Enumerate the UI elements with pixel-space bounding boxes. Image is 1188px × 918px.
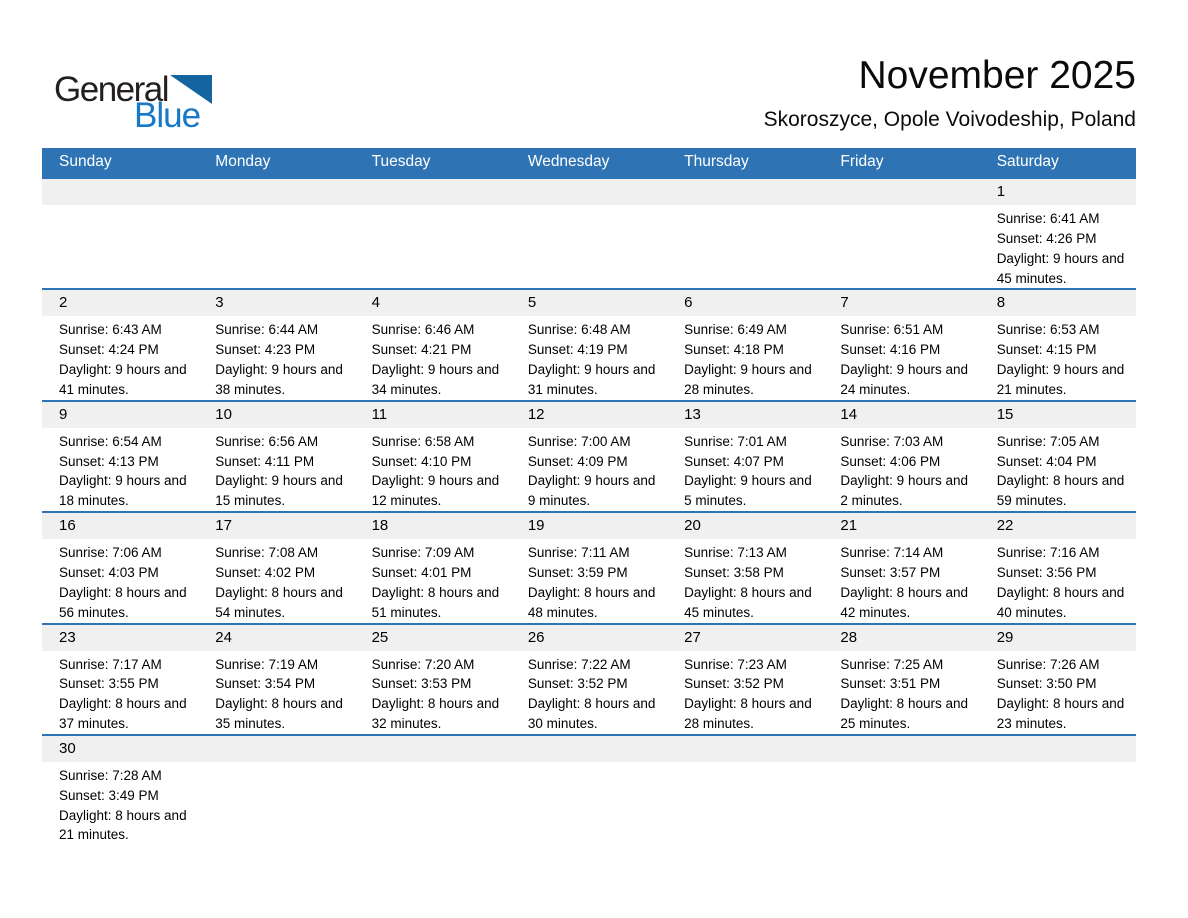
sunset-text: Sunset: 3:59 PM bbox=[527, 564, 628, 580]
sunrise-text: Sunrise: 6:53 AM bbox=[996, 322, 1100, 338]
weekday-header: Saturday bbox=[980, 148, 1136, 178]
day-cell bbox=[355, 624, 511, 735]
sunset-text: Sunset: 3:51 PM bbox=[840, 676, 941, 692]
day-cell bbox=[823, 401, 979, 512]
sunset-text: Sunset: 3:50 PM bbox=[996, 676, 1097, 692]
sunset-text: Sunset: 4:26 PM bbox=[996, 230, 1097, 246]
day-cell bbox=[42, 624, 198, 735]
empty-day-cell bbox=[823, 735, 979, 845]
day-number: 24 bbox=[198, 625, 354, 651]
day-cell bbox=[198, 512, 354, 623]
daylight-text: Daylight: 8 hours and 28 minutes. bbox=[684, 696, 812, 732]
day-number bbox=[511, 179, 667, 205]
day-number bbox=[198, 736, 354, 762]
day-details bbox=[511, 428, 667, 511]
empty-day-cell bbox=[42, 178, 198, 289]
daylight-text: Daylight: 9 hours and 31 minutes. bbox=[527, 362, 656, 397]
daylight-text: Daylight: 8 hours and 23 minutes. bbox=[996, 696, 1125, 732]
daylight-text: Daylight: 8 hours and 37 minutes. bbox=[59, 696, 187, 732]
page-header bbox=[0, 0, 1188, 133]
weekday-header: Tuesday bbox=[355, 148, 511, 178]
daylight-text: Daylight: 9 hours and 45 minutes. bbox=[996, 250, 1125, 286]
sunrise-text: Sunrise: 7:11 AM bbox=[527, 545, 630, 561]
sunset-text: Sunset: 4:03 PM bbox=[59, 564, 159, 580]
day-cell bbox=[198, 289, 354, 400]
day-cell bbox=[42, 512, 198, 623]
day-cell bbox=[511, 624, 667, 735]
sunrise-text: Sunrise: 6:51 AM bbox=[840, 322, 944, 338]
sunset-text: Sunset: 4:13 PM bbox=[59, 453, 159, 469]
day-details bbox=[980, 428, 1136, 511]
day-number: 1 bbox=[980, 179, 1136, 205]
sunset-text: Sunset: 4:09 PM bbox=[527, 453, 628, 469]
day-details bbox=[42, 428, 198, 511]
day-details bbox=[511, 762, 667, 766]
day-cell bbox=[823, 512, 979, 623]
day-number: 5 bbox=[511, 290, 667, 316]
day-cell bbox=[511, 401, 667, 512]
day-number bbox=[823, 179, 979, 205]
day-number: 17 bbox=[198, 513, 354, 539]
day-number: 11 bbox=[355, 402, 511, 428]
day-cell bbox=[980, 624, 1136, 735]
sunset-text: Sunset: 3:56 PM bbox=[996, 564, 1097, 580]
sunset-text: Sunset: 4:15 PM bbox=[996, 342, 1097, 358]
week-row bbox=[42, 401, 1136, 512]
sunset-text: Sunset: 4:07 PM bbox=[684, 453, 784, 469]
sunrise-text: Sunrise: 7:23 AM bbox=[684, 656, 787, 672]
empty-day-cell bbox=[511, 735, 667, 845]
sunrise-text: Sunrise: 6:58 AM bbox=[371, 433, 475, 449]
sunset-text: Sunset: 4:06 PM bbox=[840, 453, 941, 469]
sunrise-text: Sunrise: 7:05 AM bbox=[996, 433, 1100, 449]
day-details bbox=[980, 651, 1136, 734]
day-details bbox=[667, 428, 823, 511]
day-number: 18 bbox=[355, 513, 511, 539]
daylight-text: Daylight: 9 hours and 18 minutes. bbox=[59, 473, 187, 509]
calendar-header bbox=[42, 148, 1136, 178]
daylight-text: Daylight: 9 hours and 15 minutes. bbox=[215, 473, 343, 509]
sunrise-text: Sunrise: 6:43 AM bbox=[59, 322, 162, 338]
sunrise-text: Sunrise: 7:22 AM bbox=[527, 656, 631, 672]
day-details bbox=[198, 205, 354, 209]
day-cell bbox=[355, 401, 511, 512]
day-cell bbox=[511, 289, 667, 400]
empty-day-cell bbox=[511, 178, 667, 289]
daylight-text: Daylight: 9 hours and 41 minutes. bbox=[59, 362, 187, 397]
daylight-text: Daylight: 9 hours and 12 minutes. bbox=[371, 473, 500, 509]
day-details bbox=[355, 316, 511, 399]
daylight-text: Daylight: 8 hours and 51 minutes. bbox=[371, 584, 500, 620]
empty-day-cell bbox=[667, 735, 823, 845]
day-number: 2 bbox=[42, 290, 198, 316]
daylight-text: Daylight: 8 hours and 48 minutes. bbox=[527, 584, 656, 620]
sunset-text: Sunset: 4:01 PM bbox=[371, 564, 472, 580]
day-number: 9 bbox=[42, 402, 198, 428]
daylight-text: Daylight: 9 hours and 34 minutes. bbox=[371, 362, 500, 397]
weekday-header: Thursday bbox=[667, 148, 823, 178]
daylight-text: Daylight: 9 hours and 9 minutes. bbox=[527, 473, 656, 509]
day-number: 7 bbox=[823, 290, 979, 316]
day-number: 13 bbox=[667, 402, 823, 428]
day-details bbox=[198, 428, 354, 511]
location-subtitle: Skoroszyce, Opole Voivodeship, Poland bbox=[763, 107, 1136, 131]
day-cell bbox=[980, 289, 1136, 400]
sunrise-text: Sunrise: 6:41 AM bbox=[996, 211, 1100, 226]
day-cell bbox=[667, 624, 823, 735]
logo-text-general: General bbox=[54, 70, 169, 109]
day-number bbox=[980, 736, 1136, 762]
day-cell bbox=[42, 401, 198, 512]
day-cell bbox=[667, 512, 823, 623]
day-number bbox=[511, 736, 667, 762]
sunset-text: Sunset: 4:21 PM bbox=[371, 342, 472, 358]
day-details bbox=[198, 539, 354, 622]
empty-day-cell bbox=[980, 735, 1136, 845]
day-number: 28 bbox=[823, 625, 979, 651]
day-number bbox=[355, 736, 511, 762]
day-number bbox=[42, 179, 198, 205]
weekday-header: Friday bbox=[823, 148, 979, 178]
sunset-text: Sunset: 4:23 PM bbox=[215, 342, 316, 358]
sunrise-text: Sunrise: 6:44 AM bbox=[215, 322, 319, 338]
day-details bbox=[980, 762, 1136, 766]
day-number: 19 bbox=[511, 513, 667, 539]
sunrise-text: Sunrise: 7:28 AM bbox=[59, 767, 162, 783]
sunrise-text: Sunrise: 6:56 AM bbox=[215, 433, 319, 449]
sunrise-text: Sunrise: 6:54 AM bbox=[59, 433, 162, 449]
day-details bbox=[823, 762, 979, 766]
daylight-text: Daylight: 8 hours and 45 minutes. bbox=[684, 584, 812, 620]
day-cell bbox=[823, 624, 979, 735]
day-number: 12 bbox=[511, 402, 667, 428]
day-cell bbox=[355, 512, 511, 623]
day-number: 23 bbox=[42, 625, 198, 651]
sunrise-text: Sunrise: 7:26 AM bbox=[996, 656, 1100, 672]
sunrise-text: Sunrise: 7:08 AM bbox=[215, 545, 319, 561]
day-number bbox=[667, 736, 823, 762]
day-number: 6 bbox=[667, 290, 823, 316]
sunset-text: Sunset: 3:52 PM bbox=[527, 676, 628, 692]
sunrise-text: Sunrise: 7:17 AM bbox=[59, 656, 162, 672]
day-details bbox=[42, 539, 198, 622]
day-number: 20 bbox=[667, 513, 823, 539]
day-details bbox=[980, 205, 1136, 288]
sunset-text: Sunset: 3:53 PM bbox=[371, 676, 472, 692]
day-details bbox=[667, 651, 823, 734]
day-details bbox=[198, 316, 354, 399]
day-number: 26 bbox=[511, 625, 667, 651]
sunrise-text: Sunrise: 6:49 AM bbox=[684, 322, 787, 338]
sunset-text: Sunset: 3:52 PM bbox=[684, 676, 784, 692]
sunset-text: Sunset: 4:02 PM bbox=[215, 564, 316, 580]
day-number: 22 bbox=[980, 513, 1136, 539]
day-cell bbox=[667, 289, 823, 400]
sunrise-text: Sunrise: 7:00 AM bbox=[527, 433, 631, 449]
sunrise-text: Sunrise: 7:03 AM bbox=[840, 433, 944, 449]
day-number: 16 bbox=[42, 513, 198, 539]
sunrise-text: Sunrise: 6:46 AM bbox=[371, 322, 475, 338]
day-details bbox=[667, 205, 823, 209]
daylight-text: Daylight: 9 hours and 21 minutes. bbox=[996, 362, 1125, 397]
day-details bbox=[511, 316, 667, 399]
day-details bbox=[355, 762, 511, 766]
sunrise-text: Sunrise: 7:01 AM bbox=[684, 433, 787, 449]
day-number: 10 bbox=[198, 402, 354, 428]
day-details bbox=[511, 539, 667, 622]
daylight-text: Daylight: 8 hours and 42 minutes. bbox=[840, 584, 968, 620]
day-cell bbox=[42, 735, 198, 845]
sunrise-text: Sunrise: 7:25 AM bbox=[840, 656, 944, 672]
day-number: 25 bbox=[355, 625, 511, 651]
day-details bbox=[980, 316, 1136, 399]
day-number: 3 bbox=[198, 290, 354, 316]
day-number: 8 bbox=[980, 290, 1136, 316]
day-details bbox=[355, 539, 511, 622]
day-number: 21 bbox=[823, 513, 979, 539]
sunset-text: Sunset: 3:58 PM bbox=[684, 564, 784, 580]
day-cell bbox=[42, 289, 198, 400]
day-details bbox=[42, 316, 198, 399]
day-details bbox=[42, 651, 198, 734]
empty-day-cell bbox=[198, 735, 354, 845]
daylight-text: Daylight: 8 hours and 35 minutes. bbox=[215, 696, 343, 732]
sunrise-text: Sunrise: 7:14 AM bbox=[840, 545, 944, 561]
title-block bbox=[764, 56, 1136, 132]
daylight-text: Daylight: 8 hours and 40 minutes. bbox=[996, 584, 1125, 620]
day-number bbox=[667, 179, 823, 205]
day-details bbox=[42, 205, 198, 209]
day-cell bbox=[667, 401, 823, 512]
day-details bbox=[42, 762, 198, 845]
sunrise-text: Sunrise: 7:06 AM bbox=[59, 545, 162, 561]
day-number bbox=[198, 179, 354, 205]
day-details bbox=[823, 316, 979, 399]
sunset-text: Sunset: 3:49 PM bbox=[59, 787, 159, 803]
weekday-header: Wednesday bbox=[511, 148, 667, 178]
sunrise-text: Sunrise: 7:16 AM bbox=[996, 545, 1100, 561]
week-row bbox=[42, 735, 1136, 845]
day-number: 14 bbox=[823, 402, 979, 428]
day-cell bbox=[511, 512, 667, 623]
day-number: 15 bbox=[980, 402, 1136, 428]
day-details bbox=[667, 316, 823, 399]
day-details bbox=[823, 651, 979, 734]
sunset-text: Sunset: 4:18 PM bbox=[684, 342, 784, 358]
day-details bbox=[198, 651, 354, 734]
weekday-header-row bbox=[42, 148, 1136, 178]
daylight-text: Daylight: 9 hours and 24 minutes. bbox=[840, 362, 968, 397]
sunset-text: Sunset: 4:10 PM bbox=[371, 453, 472, 469]
empty-day-cell bbox=[198, 178, 354, 289]
sunset-text: Sunset: 4:04 PM bbox=[996, 453, 1097, 469]
sunset-text: Sunset: 4:24 PM bbox=[59, 342, 159, 358]
empty-day-cell bbox=[823, 178, 979, 289]
daylight-text: Daylight: 8 hours and 32 minutes. bbox=[371, 696, 500, 732]
weekday-header: Sunday bbox=[42, 148, 198, 178]
day-details bbox=[198, 762, 354, 766]
daylight-text: Daylight: 8 hours and 56 minutes. bbox=[59, 584, 187, 620]
month-title: November 2025 bbox=[858, 54, 1136, 97]
day-details bbox=[511, 651, 667, 734]
sunset-text: Sunset: 3:55 PM bbox=[59, 676, 159, 692]
day-details bbox=[355, 651, 511, 734]
daylight-text: Daylight: 8 hours and 59 minutes. bbox=[996, 473, 1125, 509]
day-number bbox=[823, 736, 979, 762]
sunrise-text: Sunrise: 7:13 AM bbox=[684, 545, 787, 561]
daylight-text: Daylight: 8 hours and 25 minutes. bbox=[840, 696, 968, 732]
day-number: 30 bbox=[42, 736, 198, 762]
week-row bbox=[42, 624, 1136, 735]
daylight-text: Daylight: 9 hours and 2 minutes. bbox=[840, 473, 968, 509]
empty-day-cell bbox=[667, 178, 823, 289]
day-cell bbox=[980, 178, 1136, 289]
daylight-text: Daylight: 9 hours and 28 minutes. bbox=[684, 362, 812, 397]
sunset-text: Sunset: 4:11 PM bbox=[215, 453, 315, 469]
sunset-text: Sunset: 3:54 PM bbox=[215, 676, 316, 692]
day-cell bbox=[823, 289, 979, 400]
day-number: 4 bbox=[355, 290, 511, 316]
sunrise-text: Sunrise: 7:09 AM bbox=[371, 545, 475, 561]
sunrise-text: Sunrise: 6:48 AM bbox=[527, 322, 631, 338]
week-row bbox=[42, 512, 1136, 623]
day-details bbox=[667, 762, 823, 766]
daylight-text: Daylight: 9 hours and 38 minutes. bbox=[215, 362, 343, 397]
daylight-text: Daylight: 8 hours and 30 minutes. bbox=[527, 696, 656, 732]
daylight-text: Daylight: 8 hours and 21 minutes. bbox=[59, 807, 187, 843]
empty-day-cell bbox=[355, 178, 511, 289]
empty-day-cell bbox=[355, 735, 511, 845]
week-row bbox=[42, 289, 1136, 400]
calendar-body bbox=[42, 178, 1136, 845]
calendar-table bbox=[42, 148, 1136, 845]
daylight-text: Daylight: 8 hours and 54 minutes. bbox=[215, 584, 343, 620]
day-details bbox=[355, 428, 511, 511]
day-details bbox=[823, 205, 979, 209]
day-details bbox=[511, 205, 667, 209]
day-cell bbox=[980, 512, 1136, 623]
sunset-text: Sunset: 4:16 PM bbox=[840, 342, 941, 358]
day-cell bbox=[198, 624, 354, 735]
day-details bbox=[823, 539, 979, 622]
sunrise-text: Sunrise: 7:20 AM bbox=[371, 656, 475, 672]
day-details bbox=[355, 205, 511, 209]
week-row bbox=[42, 178, 1136, 289]
day-cell bbox=[980, 401, 1136, 512]
daylight-text: Daylight: 9 hours and 5 minutes. bbox=[684, 473, 812, 509]
day-details bbox=[823, 428, 979, 511]
sunrise-text: Sunrise: 7:19 AM bbox=[215, 656, 319, 672]
day-details bbox=[667, 539, 823, 622]
sunset-text: Sunset: 4:19 PM bbox=[527, 342, 628, 358]
day-cell bbox=[355, 289, 511, 400]
sunset-text: Sunset: 3:57 PM bbox=[840, 564, 941, 580]
day-number: 29 bbox=[980, 625, 1136, 651]
day-details bbox=[980, 539, 1136, 622]
day-number bbox=[355, 179, 511, 205]
logo-text-blue: Blue bbox=[134, 96, 201, 135]
weekday-header: Monday bbox=[198, 148, 354, 178]
generalblue-logo bbox=[54, 72, 212, 133]
day-number: 27 bbox=[667, 625, 823, 651]
day-cell bbox=[198, 401, 354, 512]
